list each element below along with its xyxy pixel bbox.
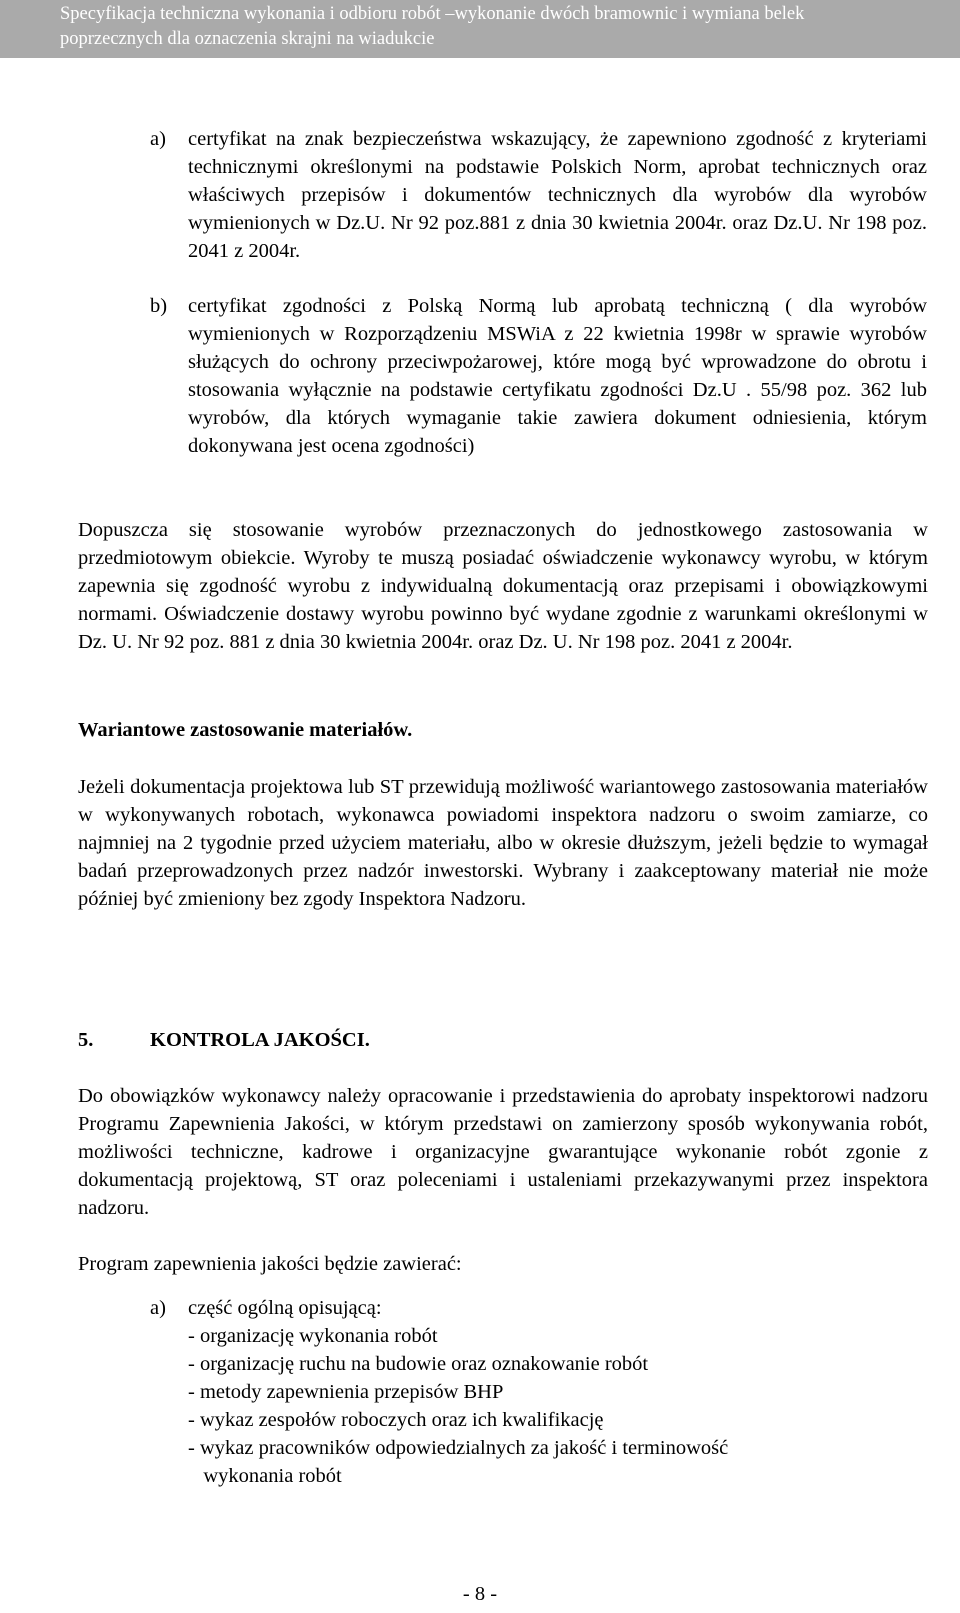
list-entry: wykonania robót — [188, 1465, 342, 1487]
section-title: KONTROLA JAKOŚCI. — [150, 1029, 370, 1051]
dash-list — [188, 1322, 927, 1490]
section-heading — [78, 1026, 370, 1054]
paragraph-obowiazki: Do obowiązków wykonawcy należy opracowanie i przedstawienia do aprobaty inspektorowi nadzoru Programu Zapewnienia Jakości, w którym przedstawi on zamierzony sposób wykonywania robót, możliwości techniczne, kadrowe i organizacyjne gwarantujące wykonanie robót zgonie z dokumentacją projektową, ST oraz poleceniami i ustaleniami przekazywanymi przez inspektora nadzoru. — [78, 1085, 928, 1219]
paragraph-jezeli: Jeżeli dokumentacja projektowa lub ST przewidują możliwość wariantowego zastosowania materiałów w wykonywanych robotach, wykonawca powiadomi inspektora nadzoru o swoim zamiarze, co najmniej na 2 tygodnie przed użyciem materiału, albo w okresie dłuższym, jeżeli będzie to wymagał badań przeprowadzonych przez nadzór inwestorski. Wybrany i zaakceptowany materiał nie może później być zmieniony bez zgody Inspektora Nadzoru. — [78, 776, 928, 910]
list-item-a-czesc-ogolna — [150, 1294, 927, 1490]
section-number: 5. — [78, 1029, 94, 1051]
paragraph-dopuszcza: Dopuszcza się stosowanie wyrobów przeznaczonych do jednostkowego zastosowania w przedmiotowym obiekcie. Wyroby te muszą posiadać oświadczenie wykonawcy wyrobu, w którym zapewnia się zgodność wyrobu z indywidualną dokumentacją oraz przepisami i obowiązkowymi normami. Oświadczenie dostawy wyrobu powinno być wydane zgodnie z warunkami określonymi w Dz. U. Nr 92 poz. 881 z dnia 30 kwietnia 2004r. oraz Dz. U. Nr 198 poz. 2041 z 2004r. — [78, 519, 928, 653]
page-number: - 8 - — [462, 1583, 498, 1605]
list-entry: - wykaz zespołów roboczych oraz ich kwalifikację — [188, 1409, 604, 1431]
list-entry: - metody zapewnienia przepisów BHP — [188, 1381, 504, 1403]
item-text: certyfikat zgodności z Polską Normą lub aprobatą techniczną ( dla wyrobów wymienionych w Rozporządzeniu MSWiA z 22 kwietnia 1998r w sprawie wyrobów służących do ochrony przeciwpożarowej, które mogą być wprowadzone do obrotu i stosowania wyłącznie na podstawie certyfikatu zgodności Dz.U . 55/98 poz. 362 lub wyrobów, dla których wymaganie takie zawiera dokument odniesienia, którym dokonywana jest ocena zgodności) — [188, 295, 927, 457]
list-item-b-certyfikat-zgodnosci — [150, 292, 927, 460]
item-label: b) — [150, 295, 168, 317]
list-item-a-certyfikat-bezpieczenstwa — [150, 125, 927, 265]
item-text: certyfikat na znak bezpieczeństwa wskazujący, że zapewniono zgodność z kryteriami technicznymi określonymi na podstawie Polskich Norm, aprobat technicznych oraz właściwych przepisów i dokumentów technicznych dla wyrobów dla wyrobów wymienionych w Dz.U. Nr 92 poz.881 z dnia 30 kwietnia 2004r. oraz Dz.U. Nr 198 poz. 2041 z 2004r. — [188, 128, 927, 262]
item-label: a) — [150, 128, 166, 150]
page-header — [0, 0, 960, 58]
header-line-2: poprzecznych dla oznaczenia skrajni na wiadukcie — [60, 29, 435, 49]
list-entry: - organizację ruchu na budowie oraz oznakowanie robót — [188, 1353, 649, 1375]
paragraph-program: Program zapewnienia jakości będzie zawierać: — [78, 1253, 462, 1275]
heading-wariantowe: Wariantowe zastosowanie materiałów. — [78, 719, 413, 741]
list-entry: - organizację wykonania robót — [188, 1325, 438, 1347]
header-line-1: Specyfikacja techniczna wykonania i odbioru robót –wykonanie dwóch bramownic i wymiana belek — [60, 4, 805, 24]
item-title: część ogólną opisującą: — [188, 1297, 382, 1319]
item-label: a) — [150, 1297, 166, 1319]
list-entry: - wykaz pracowników odpowiedzialnych za jakość i terminowość — [188, 1437, 729, 1459]
